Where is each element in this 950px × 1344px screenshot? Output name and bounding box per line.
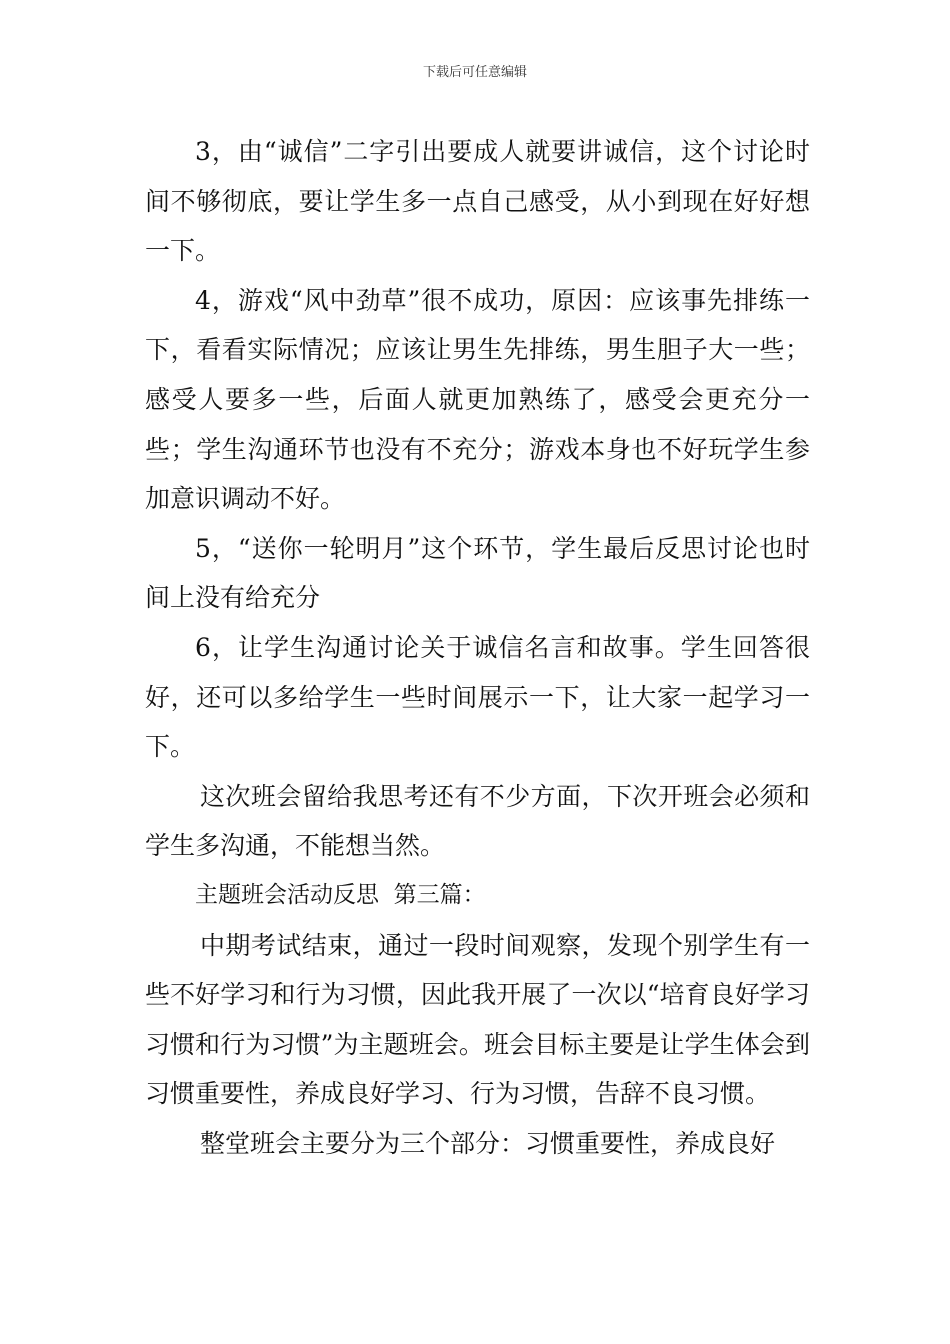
page-header: 下载后可任意编辑 xyxy=(422,65,527,80)
paragraph-section-structure: 整堂班会主要分为三个部分：习惯重要性，养成良好 xyxy=(200,1128,776,1158)
paragraph-item-4: 4，游戏“风中劲草”很不成功，原因：应该事先排练一下，看看实际情况；应该让男生先排练，男生胆子大一些；感受人要多一些，后面人就更加熟练了，感受会更充分一些；学生沟通环节也没有不充分；游戏本身也不好玩学生参加意识调动不好。 xyxy=(145,285,810,514)
paragraph-section-intro: 中期考试结束，通过一段时间观察，发现个别学生有一些不好学习和行为习惯，因此我开展了一次以“培育良好学习习惯和行为习惯”为主题班会。班会目标主要是让学生体会到习惯重要性，养成良好学习、行为习惯，告辞不良习惯。 xyxy=(145,930,810,1109)
paragraph-item-5: 5，“送你一轮明月”这个环节，学生最后反思讨论也时间上没有给充分 xyxy=(145,533,810,613)
paragraph-item-3: 3，由“诚信”二字引出要成人就要讲诚信，这个讨论时间不够彻底，要让学生多一点自己感受，从小到现在好好想一下。 xyxy=(145,137,810,266)
document-body xyxy=(145,127,810,1168)
paragraph-reflection: 这次班会留给我思考还有不少方面，下次开班会必须和学生多沟通，不能想当然。 xyxy=(145,781,810,861)
paragraph-item-6: 6，让学生沟通讨论关于诚信名言和故事。学生回答很好，还可以多给学生一些时间展示一下，让大家一起学习一下。 xyxy=(145,632,810,762)
section-heading: 主题班会活动反思 第三篇： xyxy=(195,881,486,908)
